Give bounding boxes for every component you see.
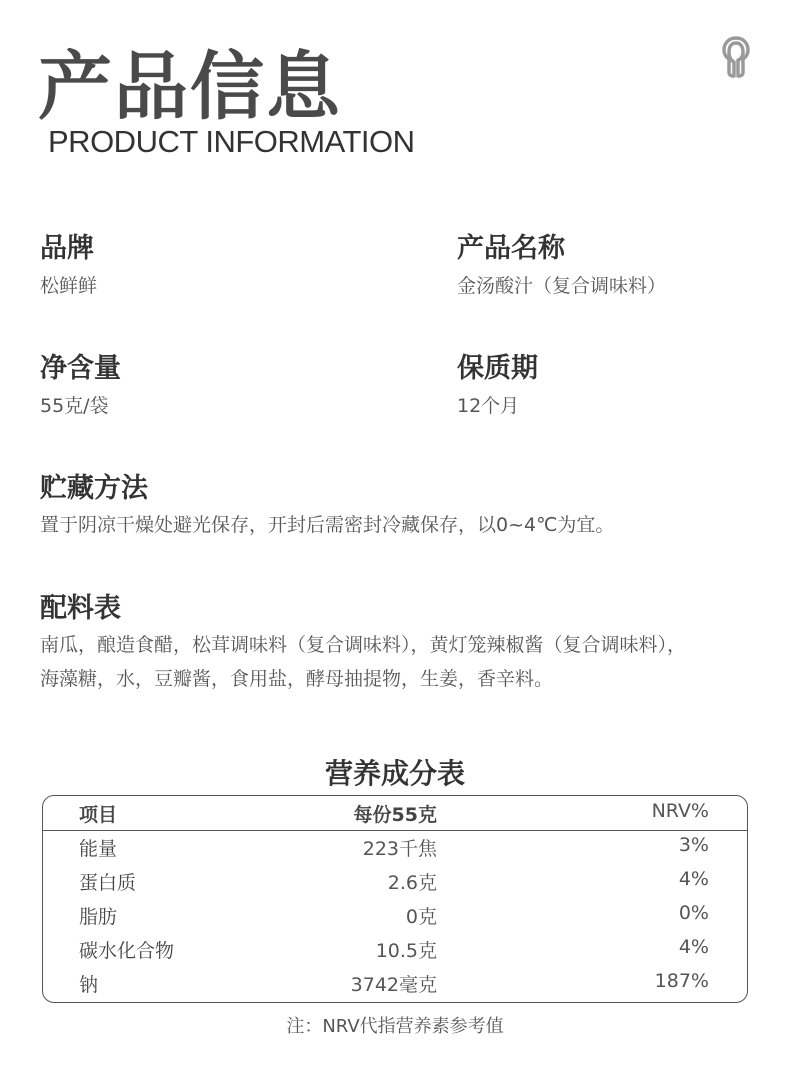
row-nrv: 0% bbox=[678, 902, 709, 924]
row-item: 碳水化合物 bbox=[79, 940, 175, 962]
nutrition-header-row bbox=[43, 796, 747, 831]
brand-value: 松鲜鲜 bbox=[40, 275, 98, 297]
row-item: 钠 bbox=[79, 974, 99, 996]
page-title-en: PRODUCT INFORMATION bbox=[48, 124, 415, 159]
row-amount: 10.5克 bbox=[375, 940, 437, 962]
page-title-cn: 产品信息 bbox=[38, 44, 342, 130]
net-content-value: 55克/袋 bbox=[40, 395, 109, 417]
table-row bbox=[43, 966, 747, 1000]
net-content-field bbox=[40, 352, 121, 420]
table-row bbox=[43, 864, 747, 898]
product-name-field bbox=[457, 232, 666, 300]
ingredients-section bbox=[40, 592, 760, 696]
brand-field bbox=[40, 232, 97, 300]
product-name-value: 金汤酸汁（复合调味料） bbox=[457, 275, 667, 297]
row-amount: 223千焦 bbox=[362, 838, 437, 860]
row-amount: 2.6克 bbox=[387, 872, 437, 894]
product-name-label: 产品名称 bbox=[457, 233, 565, 264]
ingredients-line-1: 南瓜，酿造食醋，松茸调味料（复合调味料），黄灯笼辣椒酱（复合调味料）， bbox=[40, 634, 687, 656]
ingredients-line-2: 海藻糖，水，豆瓣酱，食用盐，酵母抽提物，生姜，香辛料。 bbox=[40, 668, 554, 690]
header-per-serving: 每份55克 bbox=[353, 804, 437, 826]
storage-section bbox=[40, 472, 760, 542]
nutrition-table bbox=[42, 795, 748, 1003]
brand-label: 品牌 bbox=[40, 233, 94, 264]
shelf-life-field bbox=[457, 352, 538, 420]
ingredients-label: 配料表 bbox=[40, 593, 121, 624]
row-item: 能量 bbox=[79, 838, 118, 860]
table-row bbox=[43, 898, 747, 932]
shelf-life-value: 12个月 bbox=[457, 395, 520, 417]
row-nrv: 187% bbox=[654, 970, 709, 992]
storage-label: 贮藏方法 bbox=[40, 473, 148, 504]
row-item: 蛋白质 bbox=[79, 872, 137, 894]
table-row bbox=[43, 830, 747, 864]
header-item: 项目 bbox=[79, 804, 118, 826]
row-nrv: 3% bbox=[678, 834, 709, 856]
row-nrv: 4% bbox=[678, 936, 709, 958]
row-item: 脂肪 bbox=[79, 906, 118, 928]
brand-logo-icon bbox=[720, 34, 752, 78]
storage-value: 置于阴凉干燥处避光保存，开封后需密封冷藏保存，以0~4℃为宜。 bbox=[40, 514, 615, 536]
header-nrv: NRV% bbox=[651, 800, 709, 822]
shelf-life-label: 保质期 bbox=[457, 353, 538, 384]
table-row bbox=[43, 932, 747, 966]
nutrition-title: 营养成分表 bbox=[324, 757, 465, 790]
row-nrv: 4% bbox=[678, 868, 709, 890]
net-content-label: 净含量 bbox=[40, 353, 121, 384]
nrv-note: 注：NRV代指营养素参考值 bbox=[286, 1016, 504, 1037]
row-amount: 0克 bbox=[405, 906, 437, 928]
row-amount: 3742毫克 bbox=[350, 974, 437, 996]
